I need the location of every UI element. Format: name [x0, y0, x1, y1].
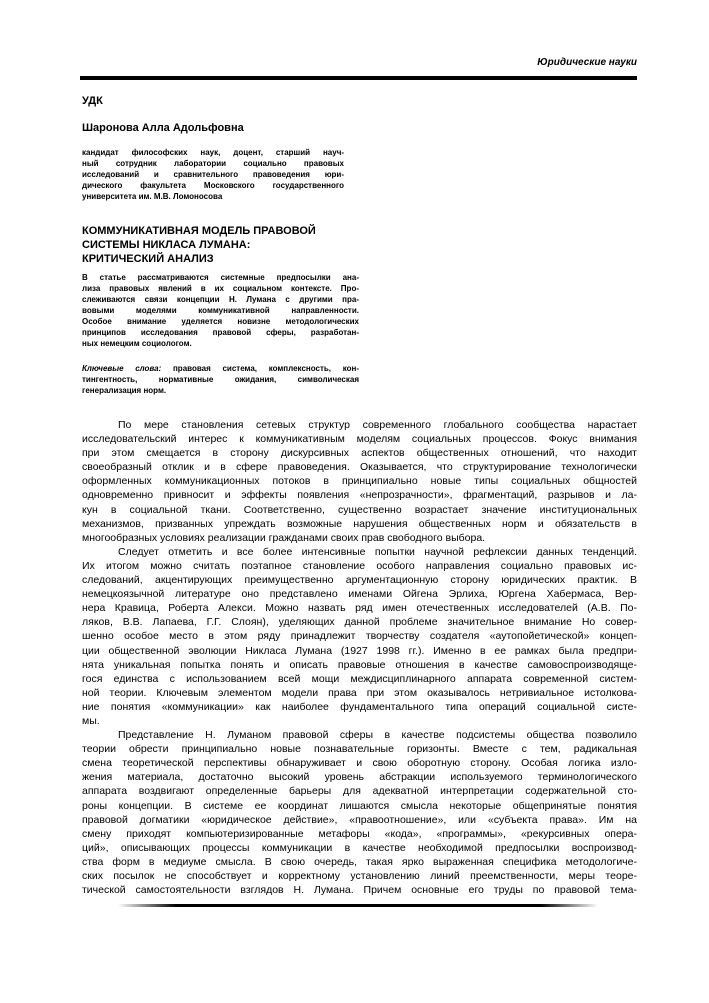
- affiliation-line: исследований и сравнительного правоведения юри-: [82, 170, 344, 179]
- title-line: СИСТЕМЫ НИКЛАСА ЛУМАНА:: [82, 239, 251, 251]
- keywords-block: [82, 363, 359, 396]
- article-title: [82, 224, 382, 266]
- author-affiliation: [82, 147, 344, 202]
- body-line: роны концепции. В системе ее координат лишаются смысла некоторые общепринятые понятия: [82, 799, 637, 812]
- body-line: шенно особое место в этом ряду принадлежит творчеству создателя «аутопойетической» концеп-: [82, 630, 637, 643]
- abstract-line: принципов исследования правовой сферы, разработан-: [82, 328, 359, 337]
- keywords-text: правовая система, комплексность, кон-: [161, 364, 359, 373]
- body-line: кун в социальной ткани. Соответственно, существенно возрастает значение институциональных: [82, 503, 637, 516]
- abstract-line: ных немецким социологом.: [82, 339, 192, 348]
- body-line: аппарата воздвигают определенные барьеры для адекватной интерпретации содержательной сто-: [82, 785, 637, 798]
- keywords-line: генерализация норм.: [82, 386, 167, 395]
- abstract-line: Особое внимание уделяется новизне методологических: [82, 317, 359, 326]
- body-line: ние понятия «коммуникации» как наиболее фундаментального типа операций социальной систе-: [82, 700, 637, 713]
- article-body: [82, 418, 637, 897]
- body-line: немецкоязычной литературе оно представлено именами Ойгена Эрлиха, Юргена Хабермаса, Вер-: [82, 588, 637, 601]
- author-name: Шаронова Алла Адольфовна: [82, 122, 244, 134]
- body-line: одновременно привносит и эффекты появления «непрозрачности», фрагментаций, разрывов и ла-: [82, 489, 637, 502]
- body-line: Представление Н. Луманом правовой сферы в качестве подсистемы общества позволило: [118, 729, 637, 742]
- footer-rule: [118, 904, 598, 907]
- keywords-label: Ключевые слова:: [82, 364, 162, 373]
- body-line: смену приходят компьютеризированные метафоры «кода», «программы», «рекурсивных опера-: [82, 827, 637, 840]
- abstract-line: лиза правовых явлений в их социальном контексте. Про-: [82, 284, 359, 293]
- body-line: ских посылок не способствует и корректному установлению линий преемственности, меры теоре-: [82, 870, 637, 882]
- body-line: оформленных коммуникационных потоков в принципиально новые типы социальных общностей: [82, 475, 637, 488]
- keywords-line: [82, 363, 359, 374]
- body-line: мы.: [82, 714, 100, 727]
- body-line: жения материала, достаточно высокий уровень абстракции используемого терминологического: [82, 771, 637, 784]
- keywords-line: тингентность, нормативные ожидания, символическая: [82, 375, 359, 384]
- affiliation-line: ный сотрудник лаборатории социально правовых: [82, 159, 344, 168]
- affiliation-line: кандидат философских наук, доцент, старший науч-: [82, 148, 344, 157]
- affiliation-line: университета им. М.В. Ломоносова: [82, 192, 223, 201]
- body-line: ляков, В.В. Лапаева, Г.Г. Слоян), уделяющих данной проблеме значительное внимание Но совер-: [82, 616, 637, 629]
- body-line: гося единства с использованием всей мощи междисциплинарного аппарата современной систем-: [82, 672, 637, 685]
- body-line: своеобразный отклик и в сфере правоведения. Оказывается, что структурирование технологически: [82, 461, 637, 474]
- body-line: Следует отметить и все более интенсивные попытки научной рефлексии данных тенденций.: [118, 545, 637, 558]
- body-line: исследовательский интерес к коммуникативным моделям социальных процессов. Фокус внимания: [82, 433, 637, 446]
- body-line: смена теоретической перспективы обнаруживает и свою оборотную сторону. Особая логика изло-: [82, 757, 637, 770]
- body-line: Их итогом можно считать поэтапное становление особого направления социально правовых ис-: [82, 559, 637, 572]
- body-line: ной теории. Ключевым элементом модели права при этом оказывалось нетривиальное истолкова-: [82, 686, 637, 699]
- body-line: следований, акцентирующих преимущественно аргументационную сторону юридических практик. В: [82, 574, 637, 587]
- body-line: ства форм в медиуме смысла. В свою очередь, такая ярко выраженная специфика методологиче-: [82, 855, 637, 868]
- abstract-line: слеживаются связи концепции Н. Лумана с другими пра-: [82, 295, 359, 304]
- body-line: правовой догматики «юридическое действие», «правоотношение», или «субъекта права». Им на: [82, 813, 637, 826]
- udc-label: УДК: [82, 95, 103, 107]
- body-line: По мере становления сетевых структур современного глобального сообщества нарастает: [118, 419, 637, 431]
- body-line: ции общественной эволюции Никласа Лумана (1927 1998 гг.). Именно в ее рамках была предпри-: [82, 644, 637, 657]
- body-line: механизмов, призванных упреждать возможные нарушения общественных норм и обязательств в: [82, 517, 637, 530]
- abstract-line: вовыми моделями коммуникативной направленности.: [82, 306, 359, 315]
- body-line: многообразных условиях реализации гражданами своих прав свободного выбора.: [82, 531, 486, 544]
- body-line: при этом смещается в сторону дискурсивных аспектов общественных отношений, что находит: [82, 447, 637, 460]
- title-line: КРИТИЧЕСКИЙ АНАЛИЗ: [82, 253, 214, 265]
- body-line: нера Кравица, Роберта Алекси. Можно назвать ряд имен отечественных исследователей (А.В. По-: [82, 602, 637, 615]
- abstract-line: В статье рассматриваются системные предпосылки ана-: [82, 273, 359, 282]
- body-line: тической самостоятельности взглядов Н. Лумана. Причем основные его труды по правовой тема-: [82, 884, 637, 897]
- body-line: теории обрести принципиально новые познавательные горизонты. Вместе с тем, радикальная: [82, 743, 637, 756]
- article-abstract: [82, 272, 359, 349]
- header-rule: [80, 76, 637, 80]
- journal-section-header: Юридические науки: [537, 57, 637, 68]
- body-line: нята уникальная попытка понять и описать правовые отношения в качестве самовоспроизводяще-: [82, 658, 637, 671]
- affiliation-line: дического факультета Московского государственного: [82, 181, 344, 190]
- title-line: КОММУНИКАТИВНАЯ МОДЕЛЬ ПРАВОВОЙ: [82, 225, 316, 237]
- body-line: ций», описывающих процессы коммуникации в качестве необходимой предпосылки воспроизвод-: [82, 841, 637, 854]
